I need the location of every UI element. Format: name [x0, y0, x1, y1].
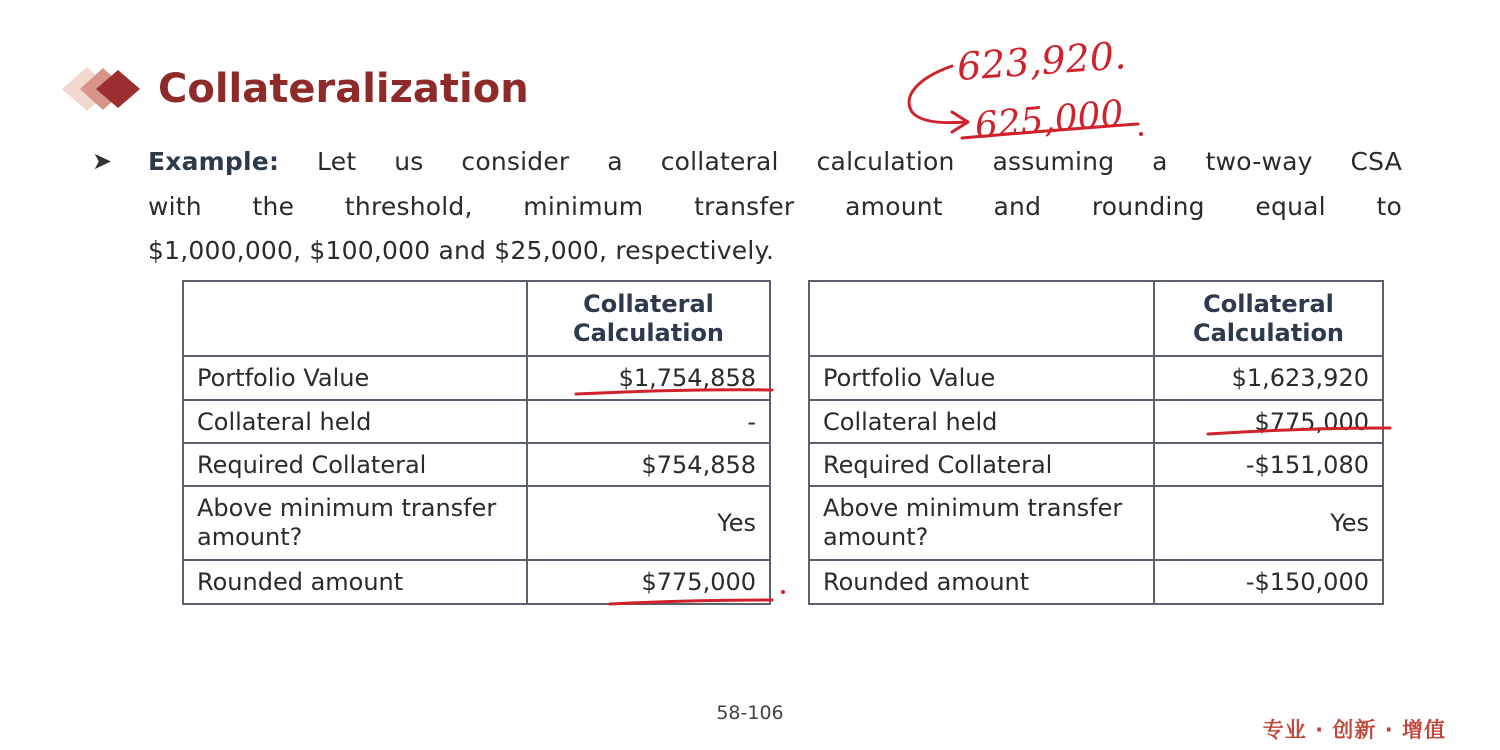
- table-header-empty: [809, 281, 1154, 356]
- table-header-row: [183, 281, 770, 356]
- table-row: [809, 356, 1383, 400]
- row-value-portfolio-value: $1,623,920: [1154, 356, 1383, 400]
- bullet-arrow-icon: ➤: [92, 147, 113, 175]
- collateral-table-right: [808, 280, 1384, 605]
- row-label-portfolio-value: Portfolio Value: [809, 356, 1154, 400]
- page-number: 58-106: [716, 702, 784, 724]
- table-row: [809, 486, 1383, 560]
- ink-dot-note: [1139, 132, 1143, 136]
- row-value-above-minimum: Yes: [527, 486, 770, 560]
- row-label-rounded-amount: Rounded amount: [809, 560, 1154, 604]
- ink-arrow-head: [952, 112, 968, 132]
- intro-line-1-text: Let us consider a collateral calculation assuming a two-way CSA: [279, 147, 1402, 176]
- handwriting-note-bottom: 625,000: [973, 93, 1126, 147]
- row-value-above-minimum: Yes: [1154, 486, 1383, 560]
- row-label-required-collateral: Required Collateral: [183, 443, 527, 486]
- table-header-row: [809, 281, 1383, 356]
- collateral-table-left: [182, 280, 771, 605]
- table-row: [183, 443, 770, 486]
- row-label-portfolio-value: Portfolio Value: [183, 356, 527, 400]
- slide-title: Collateralization: [158, 66, 529, 112]
- table-header-empty: [183, 281, 527, 356]
- table-header-collateral-calculation: Collateral Calculation: [1154, 281, 1383, 356]
- intro-line-1: [148, 140, 1402, 185]
- row-value-portfolio-value: $1,754,858: [527, 356, 770, 400]
- handwriting-note-top: 623,920.: [955, 33, 1128, 89]
- ink-dot-left: [781, 590, 785, 594]
- row-label-above-minimum: Above minimum transfer amount?: [183, 486, 527, 560]
- table-row: [809, 443, 1383, 486]
- table-row: [183, 560, 770, 604]
- table-row: [183, 356, 770, 400]
- intro-lead: Example:: [148, 147, 280, 176]
- row-label-required-collateral: Required Collateral: [809, 443, 1154, 486]
- row-value-rounded-amount: $775,000: [527, 560, 770, 604]
- ink-arrow-curve: [909, 66, 966, 123]
- row-label-collateral-held: Collateral held: [183, 400, 527, 443]
- table-row: [809, 560, 1383, 604]
- table-row: [183, 486, 770, 560]
- row-label-collateral-held: Collateral held: [809, 400, 1154, 443]
- row-label-rounded-amount: Rounded amount: [183, 560, 527, 604]
- intro-line-3: $1,000,000, $100,000 and $25,000, respectively.: [148, 236, 775, 265]
- table-row: [183, 400, 770, 443]
- table-row: [809, 400, 1383, 443]
- footer-slogan: 专业 · 创新 · 增值: [1262, 718, 1446, 742]
- intro-paragraph: [148, 140, 1402, 274]
- row-label-above-minimum: Above minimum transfer amount?: [809, 486, 1154, 560]
- row-value-required-collateral: $754,858: [527, 443, 770, 486]
- title-diamond-icon: [40, 62, 150, 116]
- table-header-collateral-calculation: Collateral Calculation: [527, 281, 770, 356]
- row-value-collateral-held: $775,000: [1154, 400, 1383, 443]
- row-value-collateral-held: -: [527, 400, 770, 443]
- intro-line-2: with the threshold, minimum transfer amount and rounding equal to: [148, 191, 1402, 221]
- row-value-rounded-amount: -$150,000: [1154, 560, 1383, 604]
- ink-underline-note: [962, 124, 1138, 138]
- row-value-required-collateral: -$151,080: [1154, 443, 1383, 486]
